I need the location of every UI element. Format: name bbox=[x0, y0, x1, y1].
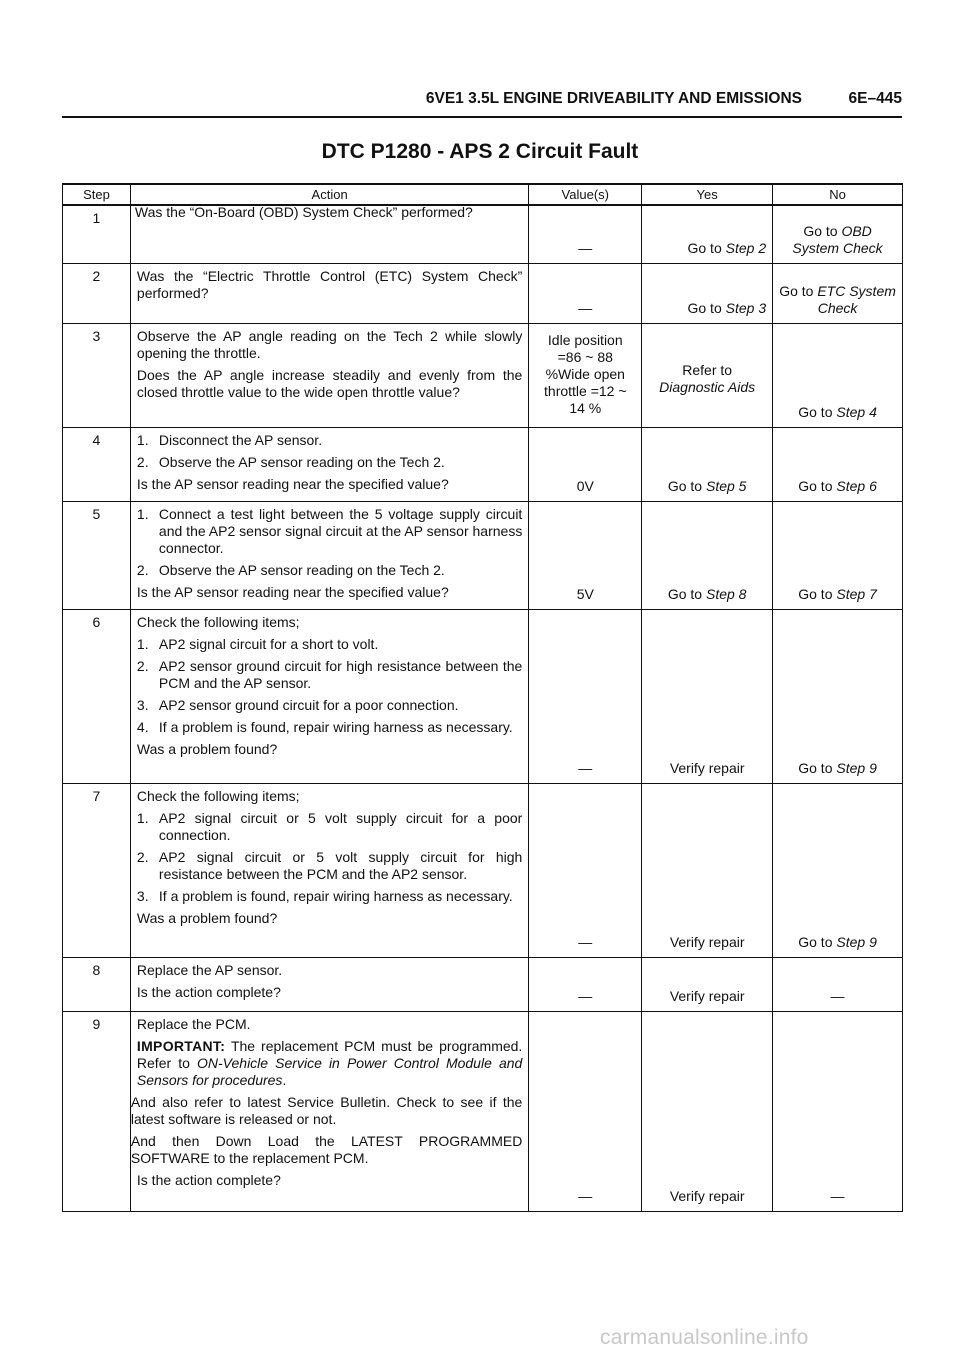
action-cell bbox=[130, 609, 528, 783]
step-number: 2 bbox=[63, 263, 131, 323]
action-question: Is the action complete? bbox=[136, 1171, 281, 1188]
step-number: 7 bbox=[63, 783, 131, 957]
yes-cell: Go to Step 8 bbox=[642, 501, 773, 609]
no-cell: Go to Step 7 bbox=[773, 501, 903, 609]
action-question: Was a problem found? bbox=[136, 740, 278, 757]
yes-prefix: Go to bbox=[687, 239, 726, 256]
page-number: 6E–445 bbox=[848, 90, 902, 107]
value-cell: Idle position =86 ~ 88 %Wide open throttle =12 ~ 14 % bbox=[529, 323, 642, 427]
no-ref: Step 7 bbox=[836, 585, 877, 602]
important-label: IMPORTANT: bbox=[136, 1037, 226, 1054]
yes-cell bbox=[642, 205, 773, 263]
table-row bbox=[63, 323, 903, 427]
action-cell bbox=[130, 263, 528, 323]
table-row bbox=[63, 427, 903, 501]
step-number: 4 bbox=[63, 427, 131, 501]
col-header-values: Value(s) bbox=[529, 184, 642, 205]
section-title: 6VE1 3.5L ENGINE DRIVEABILITY AND EMISSIONS bbox=[425, 90, 802, 107]
document-title: DTC P1280 - APS 2 Circuit Fault bbox=[321, 140, 639, 163]
yes-ref: Step 5 bbox=[705, 477, 747, 494]
action-cell bbox=[130, 501, 528, 609]
step-number: 3 bbox=[63, 323, 131, 427]
step-number: 8 bbox=[63, 957, 131, 1011]
value-cell: 5V bbox=[529, 501, 642, 609]
table-header-row bbox=[63, 184, 903, 205]
no-cell: Go to Step 9 bbox=[773, 609, 903, 783]
action-question: Is the AP sensor reading near the specified value? bbox=[136, 475, 449, 492]
col-header-no: No bbox=[773, 184, 903, 205]
action-paragraph: Observe the AP angle reading on the Tech 2 while slowly opening the throttle. bbox=[136, 327, 523, 361]
action-cell bbox=[130, 1011, 528, 1211]
list-item: 1. Connect a test light between the 5 voltage supply circuit and the AP2 sensor signal circuit at the AP sensor harness connector. bbox=[136, 505, 523, 556]
value-cell: — bbox=[529, 205, 642, 263]
value-cell: — bbox=[529, 1011, 642, 1211]
bulletin-note: And also refer to latest Service Bulletin. Check to see if the latest software is released or not. bbox=[130, 1093, 523, 1127]
yes-cell: Go to Step 5 bbox=[642, 427, 773, 501]
action-cell bbox=[130, 783, 528, 957]
table-row bbox=[63, 263, 903, 323]
list-item: 2. AP2 sensor ground circuit for high resistance between the PCM and the AP sensor. bbox=[136, 657, 523, 691]
step-number: 5 bbox=[63, 501, 131, 609]
yes-ref: Step 8 bbox=[705, 585, 747, 602]
yes-cell bbox=[642, 263, 773, 323]
list-item: 3. AP2 sensor ground circuit for a poor connection. bbox=[136, 696, 459, 713]
list-item: 4. If a problem is found, repair wiring harness as necessary. bbox=[136, 718, 513, 735]
col-header-step: Step bbox=[63, 184, 131, 205]
yes-cell: Verify repair bbox=[642, 609, 773, 783]
yes-ref: Diagnostic Aids bbox=[659, 379, 756, 395]
no-ref: Step 4 bbox=[836, 403, 877, 420]
action-question: Does the AP angle increase steadily and evenly from the closed throttle value to the wide open throttle value? bbox=[136, 366, 523, 400]
table-row bbox=[63, 501, 903, 609]
table-row bbox=[63, 609, 903, 783]
step-number: 1 bbox=[63, 205, 131, 263]
action-intro: Check the following items; bbox=[136, 613, 300, 630]
no-cell: — bbox=[773, 1011, 903, 1211]
list-item: 2. Observe the AP sensor reading on the Tech 2. bbox=[136, 453, 445, 470]
no-ref: ETC System Check bbox=[817, 282, 896, 316]
yes-ref: Step 2 bbox=[725, 239, 767, 256]
action-question: Is the AP sensor reading near the specified value? bbox=[136, 583, 449, 600]
yes-cell bbox=[642, 323, 773, 427]
no-cell bbox=[773, 263, 903, 323]
step-number: 6 bbox=[63, 609, 131, 783]
action-text: Was the “Electric Throttle Control (ETC) System Check” performed? bbox=[136, 267, 523, 301]
value-cell: — bbox=[529, 957, 642, 1011]
list-item: 1. AP2 signal circuit or 5 volt supply circuit for a poor connection. bbox=[136, 809, 523, 843]
table-row bbox=[63, 205, 903, 263]
table-row bbox=[63, 957, 903, 1011]
yes-ref: Step 3 bbox=[725, 299, 767, 316]
no-cell: — bbox=[773, 957, 903, 1011]
list-item: 2. Observe the AP sensor reading on the Tech 2. bbox=[136, 561, 445, 578]
no-cell: Go to Step 9 bbox=[773, 783, 903, 957]
list-item: 1. AP2 signal circuit for a short to volt. bbox=[136, 635, 379, 652]
yes-cell: Verify repair bbox=[642, 783, 773, 957]
value-cell: — bbox=[529, 263, 642, 323]
list-item: 1. Disconnect the AP sensor. bbox=[136, 431, 323, 448]
yes-cell: Verify repair bbox=[642, 1011, 773, 1211]
action-text: Was the “On-Board (OBD) System Check” performed? bbox=[134, 204, 473, 220]
no-ref: Step 6 bbox=[836, 477, 877, 494]
table-row bbox=[63, 783, 903, 957]
action-intro: Check the following items; bbox=[136, 787, 300, 804]
no-ref: Step 9 bbox=[836, 933, 877, 950]
procedure-reference: ON-Vehicle Service in Power Control Module and Sensors for procedures bbox=[136, 1054, 523, 1088]
col-header-yes: Yes bbox=[642, 184, 773, 205]
yes-prefix: Go to bbox=[687, 299, 726, 316]
action-question: Is the action complete? bbox=[136, 983, 281, 1000]
page-header bbox=[62, 86, 902, 118]
list-item: 2. AP2 signal circuit or 5 volt supply circuit for high resistance between the PCM and the AP2 sensor. bbox=[136, 848, 523, 882]
no-prefix: Go to bbox=[779, 282, 818, 299]
action-cell bbox=[130, 323, 528, 427]
no-ref: OBD System Check bbox=[792, 222, 883, 256]
yes-text: Refer to bbox=[682, 362, 733, 378]
table-row bbox=[63, 1011, 903, 1211]
step-number: 9 bbox=[63, 1011, 131, 1211]
no-cell: Go to Step 6 bbox=[773, 427, 903, 501]
diagnostic-table bbox=[62, 183, 903, 1212]
important-note: IMPORTANT: The replacement PCM must be programmed. Refer to ON-Vehicle Service in Power Control Module and Sensors for procedures. bbox=[136, 1037, 523, 1088]
no-cell bbox=[773, 205, 903, 263]
watermark: carmanualsonline.info bbox=[600, 1326, 809, 1349]
action-cell bbox=[130, 957, 528, 1011]
value-cell: — bbox=[529, 609, 642, 783]
no-cell bbox=[773, 323, 903, 427]
action-cell bbox=[130, 427, 528, 501]
no-ref: Step 9 bbox=[836, 759, 877, 776]
no-prefix: Go to bbox=[798, 403, 837, 420]
no-prefix: Go to bbox=[803, 222, 842, 239]
yes-cell: Verify repair bbox=[642, 957, 773, 1011]
action-question: Was a problem found? bbox=[136, 909, 278, 926]
value-cell: 0V bbox=[529, 427, 642, 501]
value-cell: — bbox=[529, 783, 642, 957]
col-header-action: Action bbox=[130, 184, 528, 205]
action-intro: Replace the AP sensor. bbox=[136, 961, 283, 978]
list-item: 3. If a problem is found, repair wiring harness as necessary. bbox=[136, 887, 513, 904]
action-intro: Replace the PCM. bbox=[136, 1015, 251, 1032]
action-cell bbox=[130, 205, 528, 263]
download-note: And then Down Load the LATEST PROGRAMMED SOFTWARE to the replacement PCM. bbox=[130, 1132, 523, 1166]
